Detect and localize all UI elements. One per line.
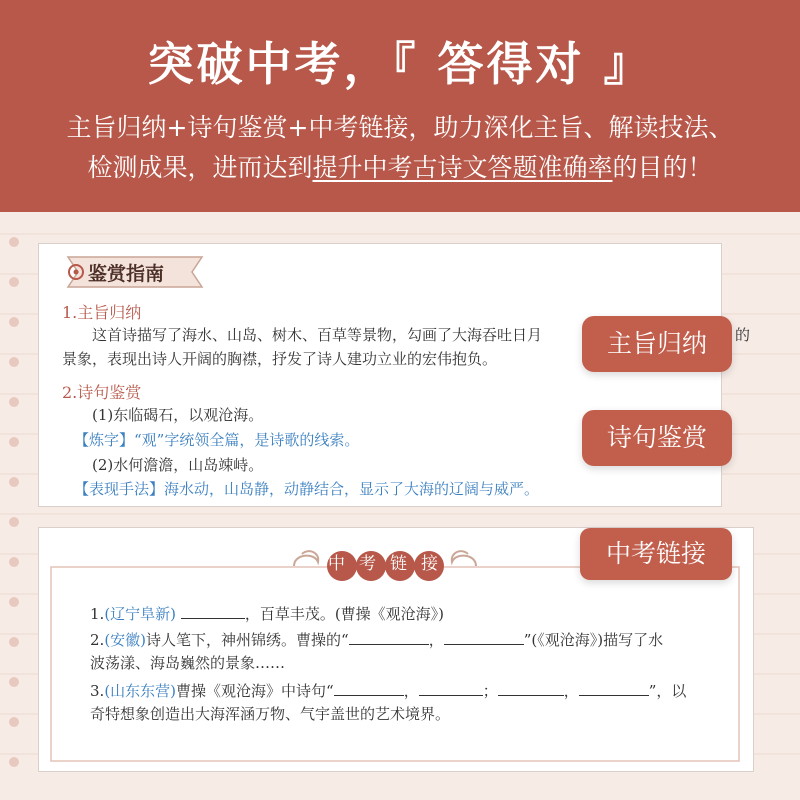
headline: 突破中考，『 答得对 』 [147,37,653,91]
tag-verse-appreciation: 诗句鉴赏 [582,410,732,466]
question-1 [90,603,444,624]
poem-line-2: (2)水何澹澹，山岛竦峙。 [92,456,264,474]
q3-comma-2: ， [563,682,579,700]
q3-text-a: 曹操《观沧海》中诗句“ [176,682,334,700]
question-3-line-2: 奇特想象创造出大海浑涵万物、气宇盖世的艺术境界。 [90,705,451,723]
section2-title: 2.诗句鉴赏 [62,383,142,402]
question-3 [90,680,686,701]
q3-blank-4[interactable] [579,681,649,696]
q3-blank-3[interactable] [498,681,564,696]
exam-link-title: 中考链接 [328,554,452,574]
q2-comma: ， [428,631,444,649]
q2-text-b: ”(《观沧海》)描写了水 [523,631,664,649]
tag-exam-link: 中考链接 [580,528,732,580]
section1-title: 1.主旨归纳 [62,303,142,322]
q3-source: (山东东营) [104,682,177,700]
q1-tail: ，百草丰茂。(曹操《观沧海》) [244,605,445,623]
q3-number: 3. [90,682,105,700]
poem-line-1: (1)东临碣石，以观沧海。 [92,406,264,424]
intro-line-2 [0,148,800,188]
note-lianzi: 【炼字】“观”字统领全篇，是诗歌的线索。 [74,431,360,449]
q3-blank-1[interactable] [334,681,404,696]
ribbon-label: 鉴赏指南 [88,263,165,285]
intro-plain: 检测成果，进而达到 [87,153,313,182]
q2-number: 2. [90,631,105,649]
q2-source: (安徽) [104,631,147,649]
section1-text-line1: 这首诗描写了海水、山岛、树木、百草等景物，勾画了大海吞吐日月 [92,326,543,344]
q3-text-b: ”，以 [648,682,687,700]
intro-tail: 的目的！ [612,153,713,182]
q1-source: (辽宁阜新) [104,605,177,623]
q2-text-a: 诗人笔下，神州锦绣。曹操的“ [146,631,349,649]
q3-semicolon: ； [482,682,498,700]
q2-blank-1[interactable] [349,630,429,645]
q3-comma-1: ， [403,682,419,700]
section1-text-line1-tail: 的 [735,326,751,344]
question-2 [90,629,663,650]
intro-line-1: 主旨归纳+诗句鉴赏+中考链接，助力深化主旨、解读技法、 [66,113,734,142]
tag-theme-summary: 主旨归纳 [582,316,732,372]
section1-text-line2: 景象，表现出诗人开阔的胸襟，抒发了诗人建功立业的宏伟抱负。 [62,350,498,368]
q1-number: 1. [90,605,105,623]
q1-blank[interactable] [181,604,245,619]
q3-blank-2[interactable] [419,681,483,696]
q2-blank-2[interactable] [444,630,524,645]
intro-underlined: 提升中考古诗文答题准确率 [312,153,613,182]
question-2-line-2: 波荡漾、海岛巍然的景象…… [90,654,286,672]
intro-text [0,108,800,188]
note-technique: 【表现手法】海水动，山岛静，动静结合，显示了大海的辽阔与威严。 [74,480,540,498]
